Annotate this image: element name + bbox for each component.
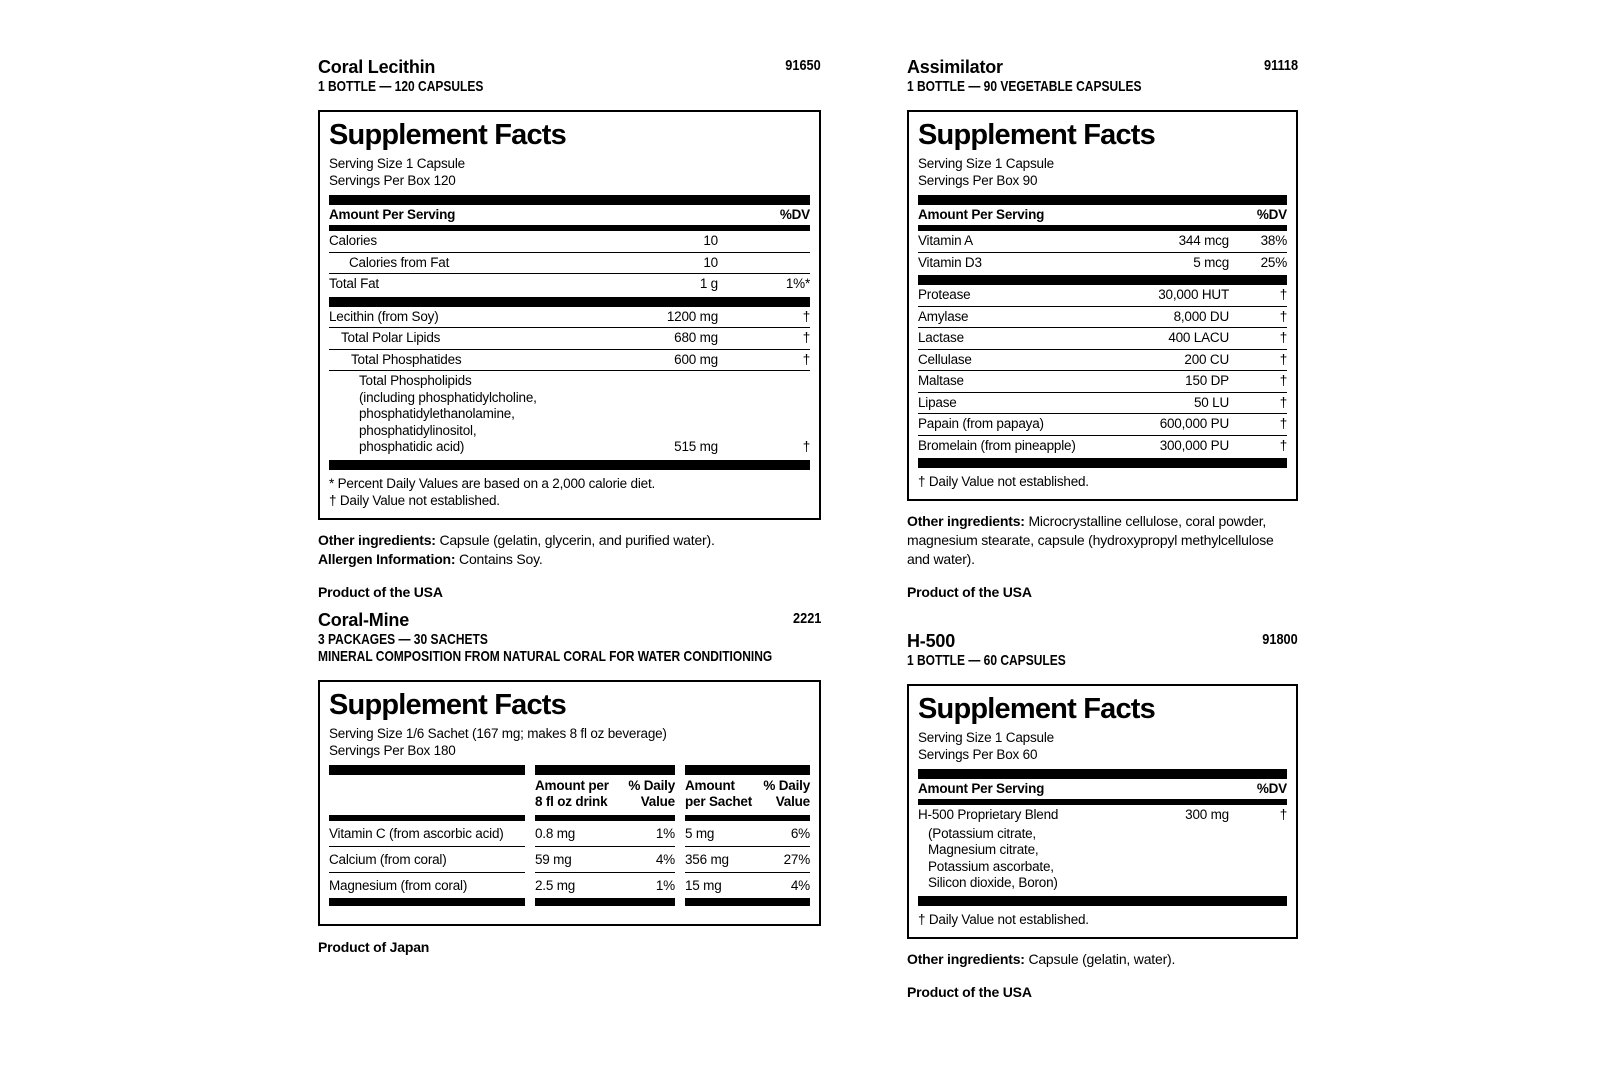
product-title: Assimilator xyxy=(907,57,1003,77)
nutrient-name-line: Total Phospholipids xyxy=(359,373,472,388)
nutrient-row xyxy=(918,327,1287,349)
nutrient-dv: † xyxy=(1279,807,1287,822)
nutrient-row xyxy=(329,349,810,371)
nutrient-amount: 5 mg xyxy=(685,826,715,841)
product-title: Coral Lecithin xyxy=(318,57,436,77)
nutrient-dv: 27% xyxy=(783,852,810,867)
nutrient-row xyxy=(918,435,1287,457)
amount-per-serving-header: Amount Per Serving xyxy=(918,781,1045,796)
nutrient-row xyxy=(918,392,1287,414)
nutrient-dv: 25% xyxy=(1260,254,1287,270)
nutrient-row xyxy=(918,349,1287,371)
serving-size: Serving Size 1 Capsule xyxy=(918,156,1054,171)
product-subtitle: 1 BOTTLE — 120 CAPSULES xyxy=(318,78,484,95)
column-header-dv: % Daily Value xyxy=(628,778,675,809)
allergen-info xyxy=(318,550,821,569)
nutrient-name: H-500 Proprietary Blend xyxy=(918,807,1059,822)
nutrient-row xyxy=(329,307,810,328)
separator-bar xyxy=(918,275,1287,285)
nutrient-values xyxy=(685,872,810,898)
footnote-dagger: † Daily Value not established. xyxy=(329,492,500,508)
nutrient-row xyxy=(329,370,810,458)
separator-bar xyxy=(918,458,1287,468)
separator-bar xyxy=(329,765,525,775)
nutrient-values xyxy=(685,846,810,872)
amount-per-serving-header: Amount Per Serving xyxy=(329,207,456,222)
nutrient-name: Magnesium (from coral) xyxy=(329,872,525,898)
product-code: 91118 xyxy=(1263,57,1298,74)
nutrient-dv: † xyxy=(1279,330,1287,345)
other-ingredients xyxy=(907,512,1298,569)
supplement-facts-title: Supplement Facts xyxy=(329,689,566,721)
product-subtitle: 3 PACKAGES — 30 SACHETS xyxy=(318,631,488,648)
footnote-dv: * Percent Daily Values are based on a 2,000 calorie diet. xyxy=(329,475,656,491)
column-header-dv: % Daily Value xyxy=(763,778,810,809)
nutrient-name: Maltase xyxy=(918,373,964,388)
nutrient-dv: † xyxy=(1279,308,1287,324)
origin-note: Product of the USA xyxy=(907,584,1032,600)
nutrient-amount: 8,000 DU xyxy=(1173,308,1229,324)
nutrient-dv: 1% xyxy=(655,878,675,893)
amount-header-row xyxy=(918,205,1287,225)
separator-bar xyxy=(918,769,1287,779)
column-header-empty xyxy=(329,775,525,815)
blend-ingredient-line: Magnesium citrate, xyxy=(928,842,1039,857)
supplement-facts-title: Supplement Facts xyxy=(918,119,1155,151)
servings-per-box: Servings Per Box 90 xyxy=(918,172,1038,188)
nutrient-name: Lipase xyxy=(918,394,957,410)
nutrient-amount: 300 mg xyxy=(1185,807,1229,822)
other-ingredients xyxy=(318,531,821,550)
nutrient-name: Calories from Fat xyxy=(349,254,450,270)
panel-coral-lecithin xyxy=(318,57,821,600)
nutrient-row xyxy=(918,370,1287,392)
nutrient-name: Lecithin (from Soy) xyxy=(329,308,439,324)
footnotes xyxy=(918,473,1287,490)
nutrient-amount: 515 mg xyxy=(674,439,718,454)
column-header xyxy=(685,775,810,815)
nutrient-name: Total Fat xyxy=(329,276,379,291)
column-header xyxy=(535,775,675,815)
nutrient-name: Calcium (from coral) xyxy=(329,846,525,872)
nutrient-amount: 200 CU xyxy=(1184,351,1229,367)
other-ingredients-label: Other ingredients: xyxy=(907,950,1025,967)
nutrient-name: Vitamin A xyxy=(918,233,973,248)
nutrient-amount: 400 LACU xyxy=(1168,330,1229,345)
nutrient-amount: 50 LU xyxy=(1193,394,1229,410)
nutrient-name-line: (including phosphatidylcholine, xyxy=(359,389,537,405)
nutrient-dv: † xyxy=(1279,351,1287,367)
nutrient-dv: 4% xyxy=(790,878,810,893)
column-header-amount: Amount per 8 fl oz drink xyxy=(535,778,609,809)
nutrient-amount: 10 xyxy=(703,254,718,270)
nutrient-dv: † xyxy=(1279,373,1287,388)
serving-size: Serving Size 1/6 Sachet (167 mg; makes 8 fl oz beverage) xyxy=(329,726,667,741)
nutrient-amount: 30,000 HUT xyxy=(1158,287,1229,302)
blend-ingredient-line: Silicon dioxide, Boron) xyxy=(928,875,1058,890)
nutrient-row xyxy=(918,285,1287,306)
nutrient-row xyxy=(329,231,810,252)
mineral-table xyxy=(329,765,810,906)
nutrient-row xyxy=(918,413,1287,435)
amount-per-serving-header: Amount Per Serving xyxy=(918,207,1045,222)
nutrient-row xyxy=(329,252,810,274)
panel-coral-mine xyxy=(318,610,821,955)
nutrient-dv: † xyxy=(1279,437,1287,453)
nutrient-amount: 680 mg xyxy=(674,330,718,345)
nutrient-name-line: phosphatidic acid) xyxy=(359,439,465,454)
supplement-facts-box xyxy=(318,680,821,926)
nutrient-name: Protease xyxy=(918,287,971,302)
separator-bar xyxy=(329,460,810,470)
product-code: 91800 xyxy=(1262,631,1298,648)
servings-per-box: Servings Per Box 60 xyxy=(918,746,1038,762)
origin-note: Product of the USA xyxy=(907,983,1032,1000)
per-sachet-column xyxy=(685,765,810,906)
product-subtitle-2: MINERAL COMPOSITION FROM NATURAL CORAL FOR WATER CONDITIONING xyxy=(318,648,773,665)
dv-header: %DV xyxy=(1256,781,1287,796)
nutrient-dv: † xyxy=(802,308,810,324)
amount-header-row xyxy=(329,205,810,225)
nutrient-name: Papain (from papaya) xyxy=(918,416,1044,431)
nutrient-amount: 59 mg xyxy=(535,852,572,867)
nutrient-amount: 600 mg xyxy=(674,351,718,367)
separator-bar xyxy=(329,297,810,307)
footnote-dagger: † Daily Value not established. xyxy=(918,474,1089,489)
nutrient-amount: 150 DP xyxy=(1185,373,1229,388)
separator-bar xyxy=(918,896,1287,906)
nutrient-name-column xyxy=(329,765,525,906)
nutrient-values xyxy=(685,821,810,846)
nutrient-name: Amylase xyxy=(918,308,969,324)
nutrient-name: Cellulase xyxy=(918,351,972,367)
nutrient-name-line: phosphatidylinositol, xyxy=(359,422,477,438)
amount-header-row xyxy=(918,779,1287,799)
nutrient-dv: 1% xyxy=(655,826,675,841)
nutrient-name: Vitamin C (from ascorbic acid) xyxy=(329,826,504,841)
other-ingredients-text: Capsule (gelatin, glycerin, and purified water). xyxy=(435,531,715,548)
nutrient-name: Total Phosphatides xyxy=(351,351,462,367)
nutrient-amount: 1 g xyxy=(699,276,718,291)
other-ingredients-label: Other ingredients: xyxy=(907,513,1025,529)
separator-bar xyxy=(685,765,810,775)
product-header xyxy=(318,610,821,631)
nutrient-values xyxy=(535,872,675,898)
nutrient-row xyxy=(918,231,1287,252)
nutrient-name-line: phosphatidylethanolamine, xyxy=(359,406,515,421)
nutrient-row xyxy=(918,306,1287,328)
dv-header: %DV xyxy=(779,207,810,222)
nutrient-values xyxy=(535,821,675,846)
nutrient-amount: 344 mcg xyxy=(1178,233,1229,248)
serving-size: Serving Size 1 Capsule xyxy=(918,730,1054,745)
origin-note: Product of the USA xyxy=(318,583,443,600)
allergen-text: Contains Soy. xyxy=(455,550,543,567)
nutrient-dv: † xyxy=(802,351,810,367)
nutrient-dv: 1%* xyxy=(785,276,810,291)
nutrient-row xyxy=(329,327,810,349)
nutrient-amount: 15 mg xyxy=(685,878,722,893)
nutrient-name: Vitamin D3 xyxy=(918,254,982,270)
other-ingredients-label: Other ingredients: xyxy=(318,531,436,548)
origin-note: Product of Japan xyxy=(318,939,430,955)
separator-bar xyxy=(329,195,810,205)
panel-assimilator xyxy=(907,57,1298,600)
product-header xyxy=(907,631,1298,652)
allergen-label: Allergen Information: xyxy=(318,550,456,567)
nutrient-dv: † xyxy=(1279,394,1287,410)
supplement-facts-title: Supplement Facts xyxy=(918,693,1155,725)
servings-per-box: Servings Per Box 180 xyxy=(329,742,456,758)
separator-bar xyxy=(535,765,675,775)
nutrient-name: Calories xyxy=(329,233,377,248)
nutrient-name: Total Polar Lipids xyxy=(341,330,441,345)
servings-per-box: Servings Per Box 120 xyxy=(329,172,456,188)
nutrient-amount: 10 xyxy=(703,233,718,248)
separator-bar xyxy=(685,898,810,906)
serving-size: Serving Size 1 Capsule xyxy=(329,156,465,171)
nutrient-amount: 600,000 PU xyxy=(1159,416,1229,431)
footnotes xyxy=(329,475,810,509)
supplement-facts-box xyxy=(907,110,1298,501)
other-ingredients-text: Microcrystalline cellulose, coral powder, magnesium stearate, capsule (hydroxypropyl methylcellulose and water). xyxy=(907,513,1274,567)
nutrient-dv: 6% xyxy=(790,826,810,841)
nutrient-name: Bromelain (from pineapple) xyxy=(918,437,1076,453)
nutrient-dv: † xyxy=(802,330,810,345)
product-title: H-500 xyxy=(907,631,956,651)
other-ingredients xyxy=(907,950,1298,969)
nutrient-amount: 5 mcg xyxy=(1193,254,1229,270)
nutrient-amount: 300,000 PU xyxy=(1159,437,1229,453)
product-code: 91650 xyxy=(785,57,821,74)
product-header xyxy=(318,57,821,78)
nutrient-dv: † xyxy=(802,439,810,454)
footnotes xyxy=(918,911,1287,928)
per-drink-column xyxy=(535,765,675,906)
blend-ingredient-line: Potassium ascorbate, xyxy=(928,858,1054,874)
other-ingredients-text: Capsule (gelatin, water). xyxy=(1024,950,1176,967)
nutrient-amount: 1200 mg xyxy=(666,308,718,324)
nutrient-amount: 0.8 mg xyxy=(535,826,576,841)
nutrient-dv: † xyxy=(1279,287,1287,302)
product-subtitle: 1 BOTTLE — 90 VEGETABLE CAPSULES xyxy=(907,78,1142,95)
separator-bar xyxy=(918,195,1287,205)
dv-header: %DV xyxy=(1256,207,1287,222)
nutrient-values xyxy=(535,846,675,872)
product-header xyxy=(907,57,1298,78)
nutrient-amount: 356 mg xyxy=(685,852,729,867)
supplement-facts-box xyxy=(318,110,821,520)
product-subtitle: 1 BOTTLE — 60 CAPSULES xyxy=(907,652,1066,669)
nutrient-dv: 4% xyxy=(655,852,675,867)
nutrient-dv: † xyxy=(1279,416,1287,431)
nutrient-row xyxy=(329,273,810,295)
separator-bar xyxy=(535,898,675,906)
blend-ingredient-line: (Potassium citrate, xyxy=(928,825,1036,841)
supplement-facts-box xyxy=(907,684,1298,939)
nutrient-row xyxy=(918,252,1287,274)
nutrient-row xyxy=(918,805,1287,826)
nutrient-name xyxy=(329,373,618,456)
separator-bar xyxy=(329,898,525,906)
product-title: Coral-Mine xyxy=(318,610,410,630)
column-header-amount: Amount per Sachet xyxy=(685,778,753,809)
panel-h500 xyxy=(907,631,1298,1000)
footnote-dagger: † Daily Value not established. xyxy=(918,911,1089,927)
supplement-facts-title: Supplement Facts xyxy=(329,119,566,151)
nutrient-name: Lactase xyxy=(918,330,964,345)
nutrient-dv: 38% xyxy=(1260,233,1287,248)
nutrient-amount: 2.5 mg xyxy=(535,878,576,893)
product-code: 2221 xyxy=(792,610,821,627)
